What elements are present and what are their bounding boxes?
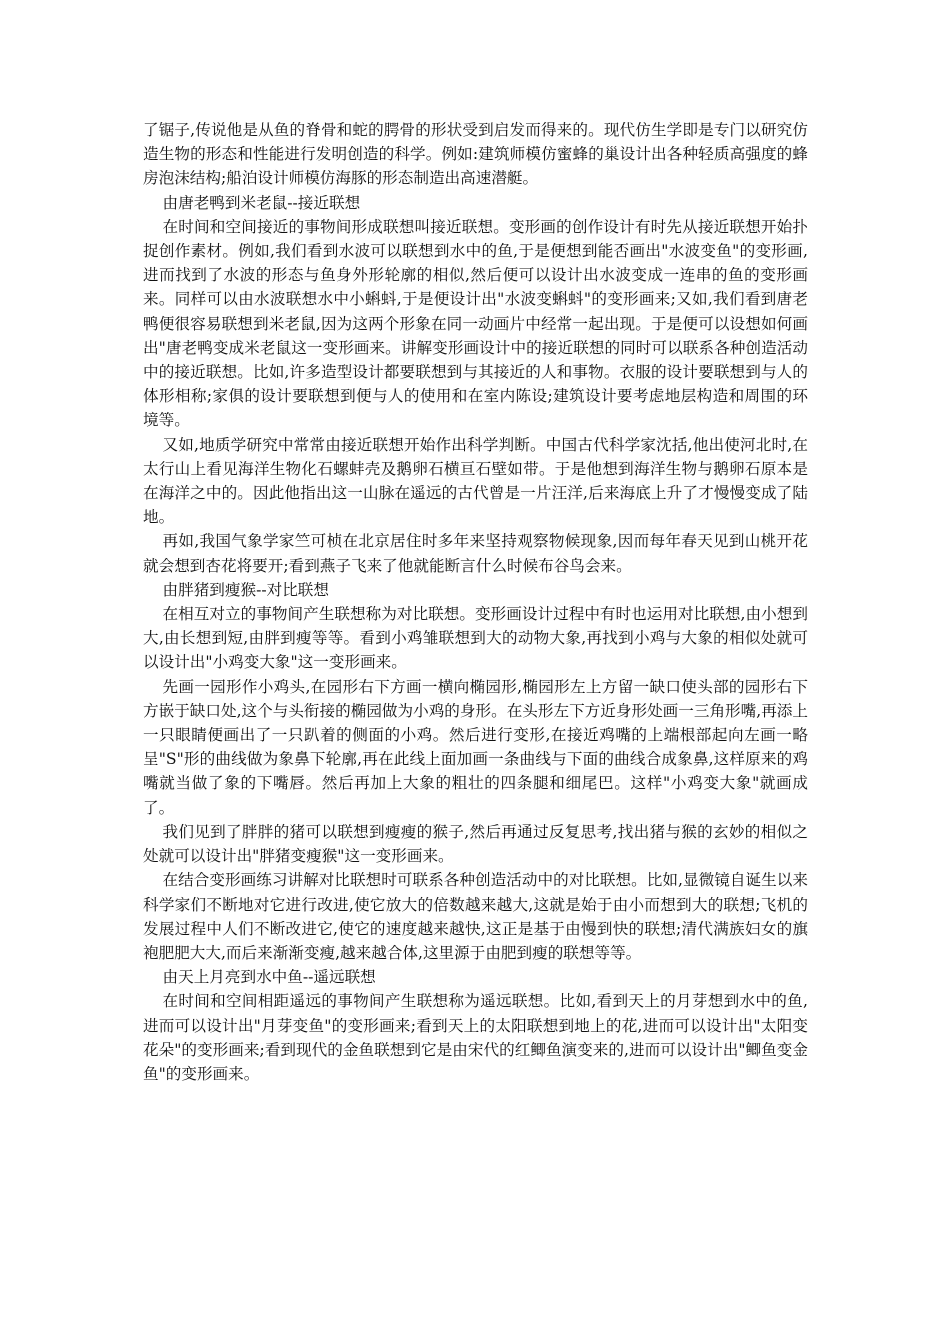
- paragraph: 在相互对立的事物间产生联想称为对比联想。变形画设计过程中有时也运用对比联想,由小想到大,由长想到短,由胖到瘦等等。看到小鸡雏联想到大的动物大象,再找到小鸡与大象的相似处就可以设计出"小鸡变大象"这一变形画来。: [143, 605, 808, 672]
- paragraph: 在结合变形画练习讲解对比联想时可联系各种创造活动中的对比联想。比如,显微镜自诞生以来科学家们不断地对它进行改进,使它放大的倍数越来越大,这就是始于由小而想到大的联想;飞机的发展过程中人们不断改进它,使它的速度越来越快,这正是基于由慢到快的联想;清代满族妇女的旗袍肥肥大大,而后来渐渐变瘦,越来越合体,这里源于由肥到瘦的联想等等。: [143, 871, 808, 962]
- paragraph: 我们见到了胖胖的猪可以联想到瘦瘦的猴子,然后再通过反复思考,找出猪与猴的玄妙的相似之处就可以设计出"胖猪变瘦猴"这一变形画来。: [143, 822, 808, 866]
- section-heading: 由唐老鸭到米老鼠--接近联想: [162, 193, 361, 212]
- paragraph: 了锯子,传说他是从鱼的脊骨和蛇的腭骨的形状受到启发而得来的。现代仿生学即是专门以研究仿造生物的形态和性能进行发明创造的科学。例如:建筑师模仿蜜蜂的巢设计出各种轻质高强度的蜂房泡沫结构;船泊设计师模仿海豚的形态制造出高速潜艇。: [143, 121, 808, 188]
- paragraph: 再如,我国气象学家竺可桢在北京居住时多年来坚持观察物候现象,因而每年春天见到山桃开花就会想到杏花将要开;看到燕子飞来了他就能断言什么时候布谷鸟会来。: [143, 532, 808, 575]
- document-body: [143, 118, 808, 1086]
- section-heading: 由天上月亮到水中鱼--遥远联想: [162, 968, 376, 987]
- section-heading: 由胖猪到瘦猴--对比联想: [162, 580, 329, 599]
- paragraph: 又如,地质学研究中常常由接近联想开始作出科学判断。中国古代科学家沈括,他出使河北时,在太行山上看见海洋生物化石螺蚌壳及鹅卵石横亘石壁如带。于是他想到海洋生物与鹅卵石原本是在海洋之中的。因此他指出这一山脉在遥远的古代曾是一片汪洋,后来海底上升了才慢慢变成了陆地。: [143, 435, 808, 527]
- paragraph: 在时间和空间接近的事物间形成联想叫接近联想。变形画的创作设计有时先从接近联想开始扑捉创作素材。例如,我们看到水波可以联想到水中的鱼,于是便想到能否画出"水波变鱼"的变形画,进而找到了水波的形态与鱼身外形轮廓的相似,然后便可以设计出水波变成一连串的鱼的变形画来。同样可以由水波联想水中小蝌蚪,于是便设计出"水波变蝌蚪"的变形画来;又如,我们看到唐老鸭便很容易联想到米老鼠,因为这两个形象在同一动画片中经常一起出现。于是便可以设想如何画出"唐老鸭变成米老鼠这一变形画来。讲解变形画设计中的接近联想的同时可以联系各种创造活动中的接近联想。比如,许多造型设计都要联想到与其接近的人和事物。衣服的设计要联想到与人的体形相称;家俱的设计要联想到便与人的使用和在室内陈设;建筑设计要考虑地层构造和周围的环境等。: [143, 217, 808, 430]
- paragraph: 先画一园形作小鸡头,在园形右下方画一横向椭园形,椭园形左上方留一缺口使头部的园形右下方嵌于缺口处,这个与头衔接的椭园做为小鸡的身形。在头形左下方近身形处画一三角形嘴,再添上一只眼睛便画出了一只趴着的侧面的小鸡。然后进行变形,在接近鸡嘴的上端根部起向左画一略呈"S"形的曲线做为象鼻下轮廓,再在此线上面加画一条曲线与下面的曲线合成象鼻,这样原来的鸡嘴就当做了象的下嘴唇。然后再加上大象的粗壮的四条腿和细尾巴。这样"小鸡变大象"就画成了。: [143, 677, 808, 817]
- paragraph: 在时间和空间相距遥远的事物间产生联想称为遥远联想。比如,看到天上的月芽想到水中的鱼,进而可以设计出"月芽变鱼"的变形画来;看到天上的太阳联想到地上的花,进而可以设计出"太阳变花朵"的变形画来;看到现代的金鱼联想到它是由宋代的红鲫鱼演变来的,进而可以设计出"鲫鱼变金鱼"的变形画来。: [143, 992, 808, 1083]
